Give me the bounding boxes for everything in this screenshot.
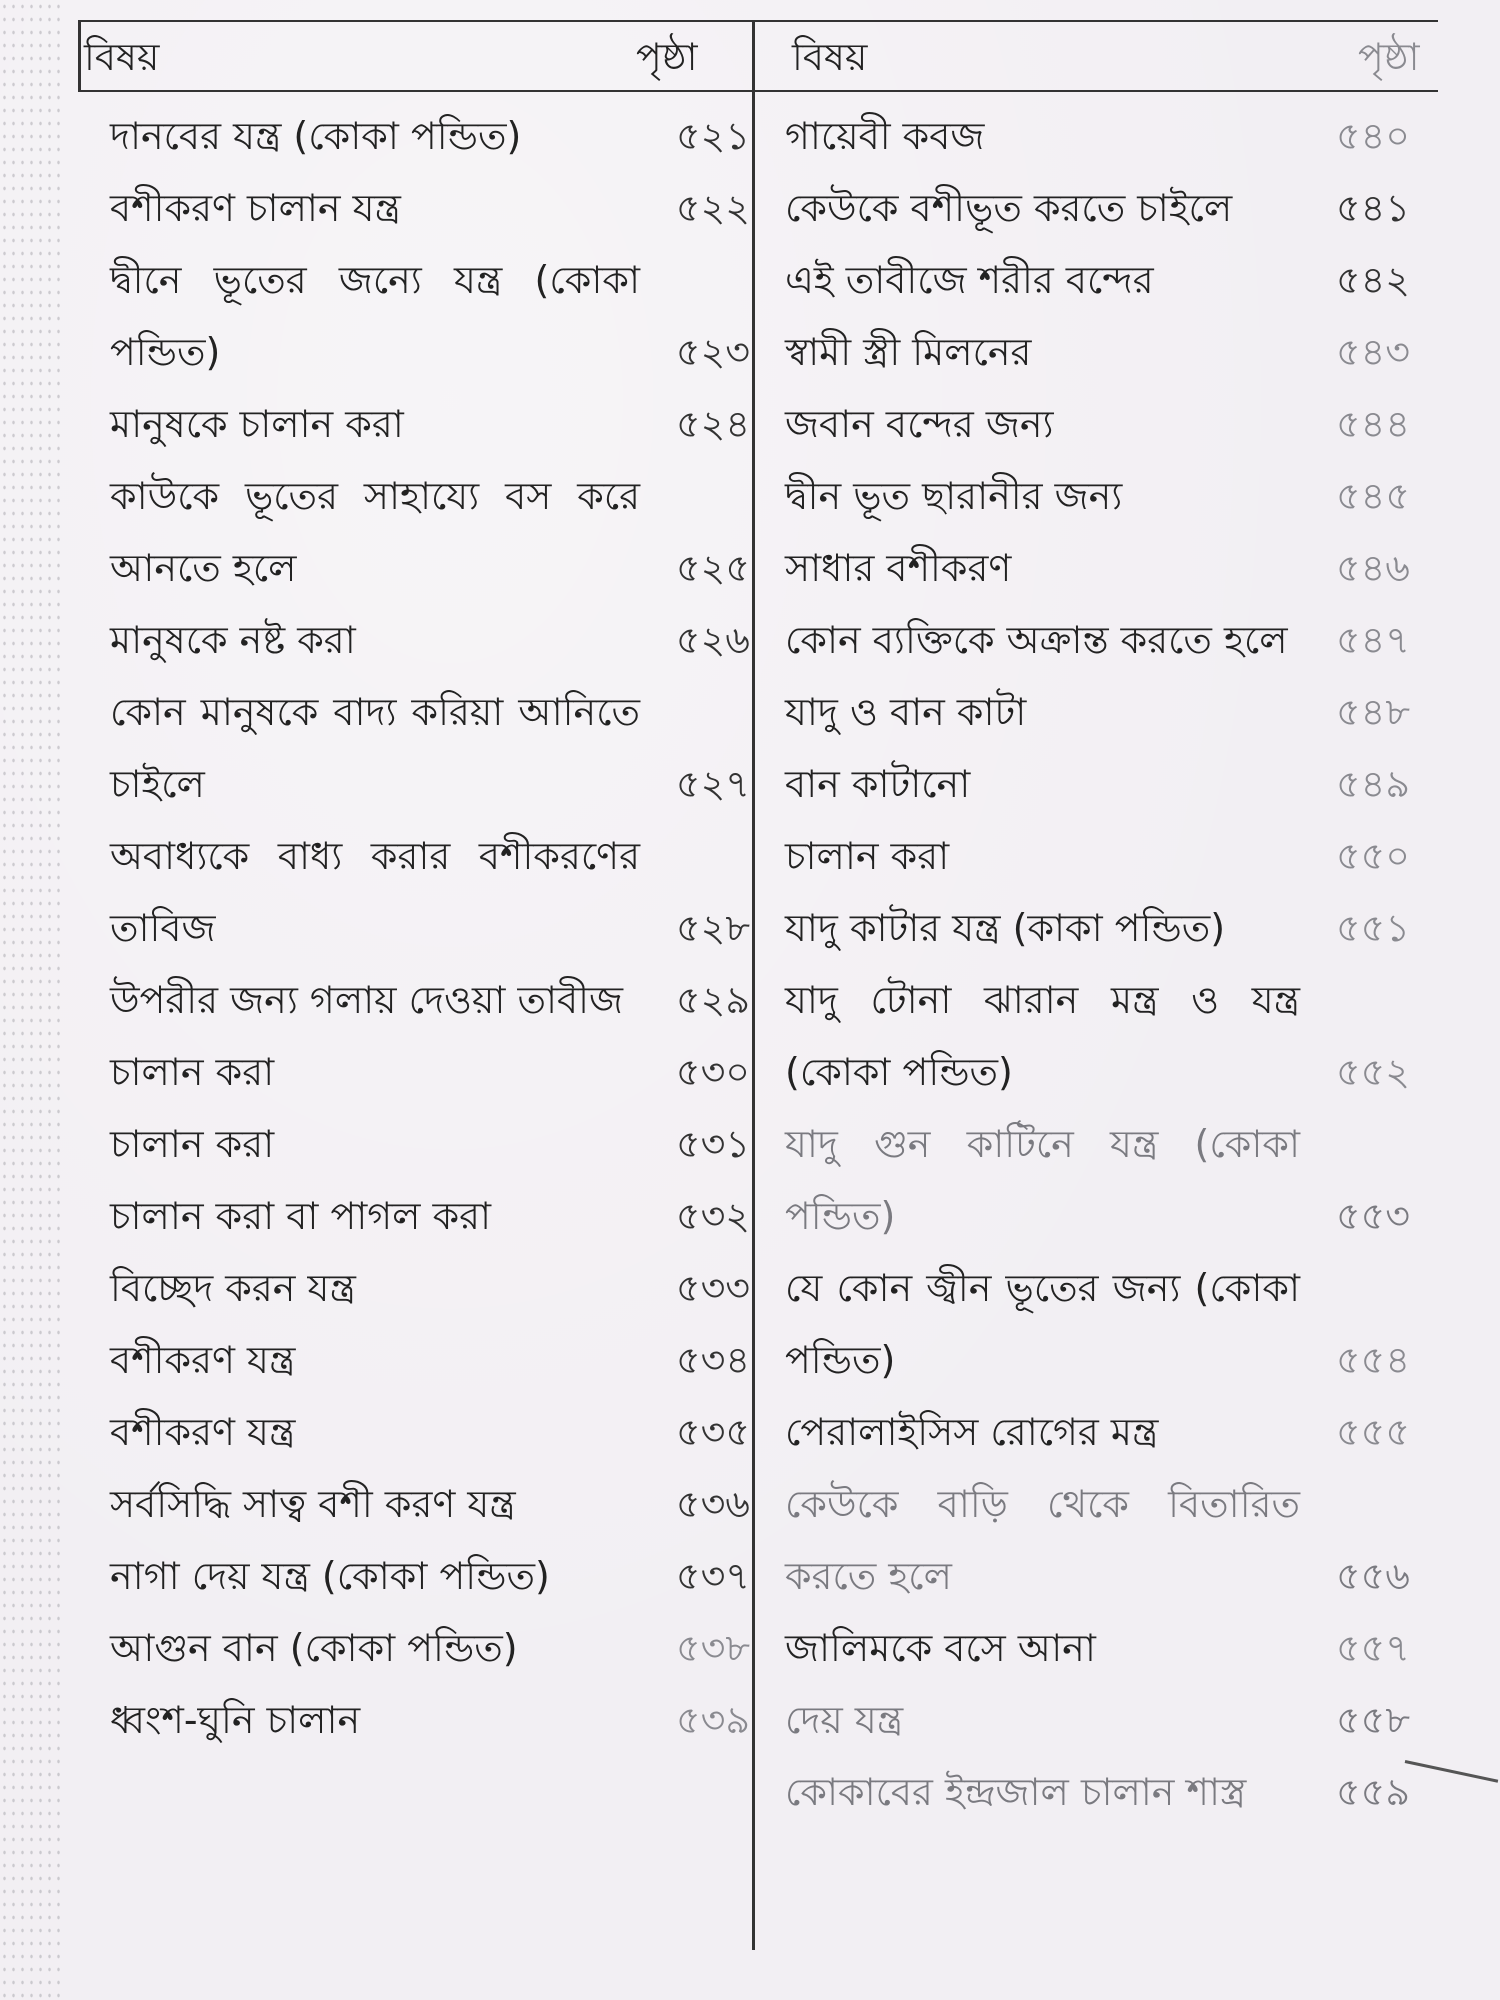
entry-page: ৫৩৫: [675, 1410, 750, 1454]
entry-page: ৫৪২: [1335, 258, 1410, 302]
toc-entry: [785, 892, 1410, 964]
entry-page: ৫৪১: [1336, 186, 1410, 230]
entry-title: কোকাবের ইন্দ্রজাল চালান শাস্ত্র: [785, 1770, 1247, 1814]
entry-title: অবাধ্যকে বাধ্য করার বশীকরণের তাবিজ: [110, 834, 640, 950]
entry-page: ৫৪০: [1335, 114, 1410, 158]
entry-title: বশীকরণ যন্ত্র: [110, 1410, 296, 1454]
entry-page: ৫২৫: [675, 546, 750, 590]
toc-entry: [110, 388, 750, 460]
toc-entry: [110, 1108, 750, 1180]
entry-title: যাদু ও বান কাটা: [785, 690, 1027, 734]
entry-page: ৫৫১: [1336, 906, 1410, 950]
entry-title: আগুন বান (কোকা পন্ডিত): [110, 1626, 518, 1670]
toc-entry: [785, 532, 1410, 604]
toc-entry: [110, 1468, 750, 1540]
entry-page: ৫৪৮: [1336, 690, 1410, 734]
entry-title: চালান করা: [110, 1122, 275, 1166]
left-toc-column: [110, 100, 750, 1756]
entry-title: চালান করা বা পাগল করা: [110, 1194, 492, 1238]
entry-title: কোন ব্যক্তিকে অক্রান্ত করতে হলে: [785, 618, 1288, 662]
toc-entry: [110, 172, 750, 244]
entry-title: যাদু টোনা ঝারান মন্ত্র ও যন্ত্র (কোকা পন্ডিত): [785, 978, 1300, 1094]
entry-title: সর্বসিদ্ধি সাত্ব বশী করণ যন্ত্র: [110, 1482, 516, 1526]
toc-entry: [110, 1612, 750, 1684]
toc-entry: [110, 964, 750, 1036]
scan-edge-mark: [1405, 1760, 1499, 1783]
left-subject-header: বিষয়: [84, 35, 160, 79]
entry-page: ৫৩৯: [675, 1698, 750, 1742]
entry-title: যাদু কাটার যন্ত্র (কাকা পন্ডিত): [785, 906, 1226, 950]
entry-page: ৫৫৭: [1335, 1626, 1410, 1670]
entry-page: ৫২৯: [675, 978, 750, 1022]
entry-page: ৫৫৮: [1336, 1698, 1410, 1742]
entry-title: পেরালাইসিস রোগের মন্ত্র: [785, 1410, 1159, 1454]
entry-page: ৫২২: [675, 186, 750, 230]
entry-page: ৫২৮: [675, 906, 750, 950]
entry-title: গায়েবী কবজ: [785, 114, 985, 158]
entry-page: ৫৩৪: [675, 1338, 750, 1382]
entry-title: জালিমকে বসে আনা: [785, 1626, 1096, 1670]
entry-title: চালান করা: [785, 834, 950, 878]
toc-entry: [785, 388, 1410, 460]
entry-title: কোন মানুষকে বাদ্য করিয়া আনিতে চাইলে: [110, 690, 640, 806]
toc-entry: [785, 1252, 1410, 1396]
entry-title: বান কাটানো: [785, 762, 971, 806]
column-divider: [752, 22, 755, 1950]
entry-page: ৫২৩: [675, 330, 750, 374]
entry-title: বশীকরণ যন্ত্র: [110, 1338, 296, 1382]
toc-entry: [110, 1396, 750, 1468]
entry-title: এই তাবীজে শরীর বন্দের: [785, 258, 1154, 302]
entry-title: উপরীর জন্য গলায় দেওয়া তাবীজ: [110, 978, 624, 1022]
toc-entry: [110, 460, 750, 604]
toc-entry: [785, 100, 1410, 172]
toc-entry: [785, 1756, 1410, 1828]
entry-page: ৫৩৮: [675, 1626, 750, 1670]
toc-entry: [785, 820, 1410, 892]
entry-title: জবান বন্দের জন্য: [785, 402, 1054, 446]
entry-title: বশীকরণ চালান যন্ত্র: [110, 186, 401, 230]
toc-entry: [785, 172, 1410, 244]
toc-entry: [110, 820, 750, 964]
entry-page: ৫২১: [675, 114, 750, 158]
entry-title: সাধার বশীকরণ: [785, 546, 1012, 590]
entry-page: ৫৪৪: [1336, 402, 1410, 446]
entry-title: কাউকে ভূতের সাহায্যে বস করে আনতে হলে: [110, 474, 640, 590]
entry-title: দ্বীনে ভূতের জন্যে যন্ত্র (কোকা পন্ডিত): [110, 258, 640, 374]
toc-entry: [110, 1036, 750, 1108]
toc-entry: [785, 964, 1410, 1108]
entry-title: ধ্বংশ-ঘুনি চালান: [110, 1698, 361, 1742]
entry-page: ৫৫০: [1335, 834, 1410, 878]
entry-page: ৫৩১: [675, 1122, 750, 1166]
entry-page: ৫৫২: [1335, 1050, 1410, 1094]
entry-page: ৫৫৩: [1335, 1194, 1410, 1238]
header-frame: [78, 20, 1438, 92]
entry-page: ৫৩৭: [675, 1554, 750, 1598]
entry-title: দানবের যন্ত্র (কোকা পন্ডিত): [110, 114, 522, 158]
toc-entry: [785, 604, 1410, 676]
entry-title: কেউকে বশীভূত করতে চাইলে: [785, 186, 1233, 230]
toc-entry: [785, 1396, 1410, 1468]
toc-entry: [785, 676, 1410, 748]
entry-title: দেয় যন্ত্র: [785, 1698, 904, 1742]
left-page-header: পৃষ্ঠা: [636, 35, 698, 79]
entry-title: চালান করা: [110, 1050, 275, 1094]
toc-entry: [110, 1324, 750, 1396]
entry-page: ৫২৪: [675, 402, 750, 446]
toc-entry: [110, 1252, 750, 1324]
entry-page: ৫৫৯: [1336, 1770, 1410, 1814]
toc-entry: [110, 100, 750, 172]
entry-title: বিচ্ছেদ করন যন্ত্র: [110, 1266, 356, 1310]
entry-title: যে কোন জ্বীন ভূতের জন্য (কোকা পন্ডিত): [785, 1266, 1300, 1382]
toc-entry: [785, 748, 1410, 820]
toc-entry: [110, 676, 750, 820]
entry-page: ৫৪৭: [1335, 618, 1410, 662]
entry-title: মানুষকে চালান করা: [110, 402, 404, 446]
toc-entry: [785, 316, 1410, 388]
entry-page: ৫৪৯: [1336, 762, 1410, 806]
entry-title: দ্বীন ভূত ছারানীর জন্য: [785, 474, 1123, 518]
entry-page: ৫৫৪: [1336, 1338, 1410, 1382]
entry-title: কেউকে বাড়ি থেকে বিতারিত করতে হলে: [785, 1482, 1300, 1598]
toc-entry: [785, 1468, 1410, 1612]
entry-page: ৫৪৫: [1336, 474, 1410, 518]
entry-title: মানুষকে নষ্ট করা: [110, 618, 356, 662]
entry-page: ৫৩০: [675, 1050, 750, 1094]
toc-entry: [785, 1684, 1410, 1756]
toc-entry: [110, 1180, 750, 1252]
entry-page: ৫৩৩: [675, 1266, 750, 1310]
scan-noise: [0, 0, 60, 2000]
entry-page: ৫৪৬: [1335, 546, 1410, 590]
right-page-header: পৃষ্ঠা: [1358, 35, 1420, 79]
entry-page: ৫৩২: [675, 1194, 750, 1238]
toc-entry: [785, 1108, 1410, 1252]
entry-title: নাগা দেয় যন্ত্র (কোকা পন্ডিত): [110, 1554, 550, 1598]
entry-page: ৫৫৬: [1335, 1554, 1410, 1598]
toc-entry: [110, 244, 750, 388]
entry-title: স্বামী স্ত্রী মিলনের: [785, 330, 1032, 374]
toc-entry: [110, 1540, 750, 1612]
toc-entry: [785, 1612, 1410, 1684]
toc-entry: [110, 604, 750, 676]
entry-page: ৫৩৬: [675, 1482, 750, 1526]
entry-page: ৫৫৫: [1336, 1410, 1410, 1454]
entry-title: যাদু গুন কাটিনে যন্ত্র (কোকা পন্ডিত): [785, 1122, 1300, 1238]
toc-entry: [785, 460, 1410, 532]
entry-page: ৫২৭: [675, 762, 750, 806]
toc-entry: [110, 1684, 750, 1756]
right-subject-header: বিষয়: [792, 35, 868, 79]
entry-page: ৫৪৩: [1335, 330, 1410, 374]
entry-page: ৫২৬: [675, 618, 750, 662]
right-toc-column: [785, 100, 1410, 1828]
toc-entry: [785, 244, 1410, 316]
